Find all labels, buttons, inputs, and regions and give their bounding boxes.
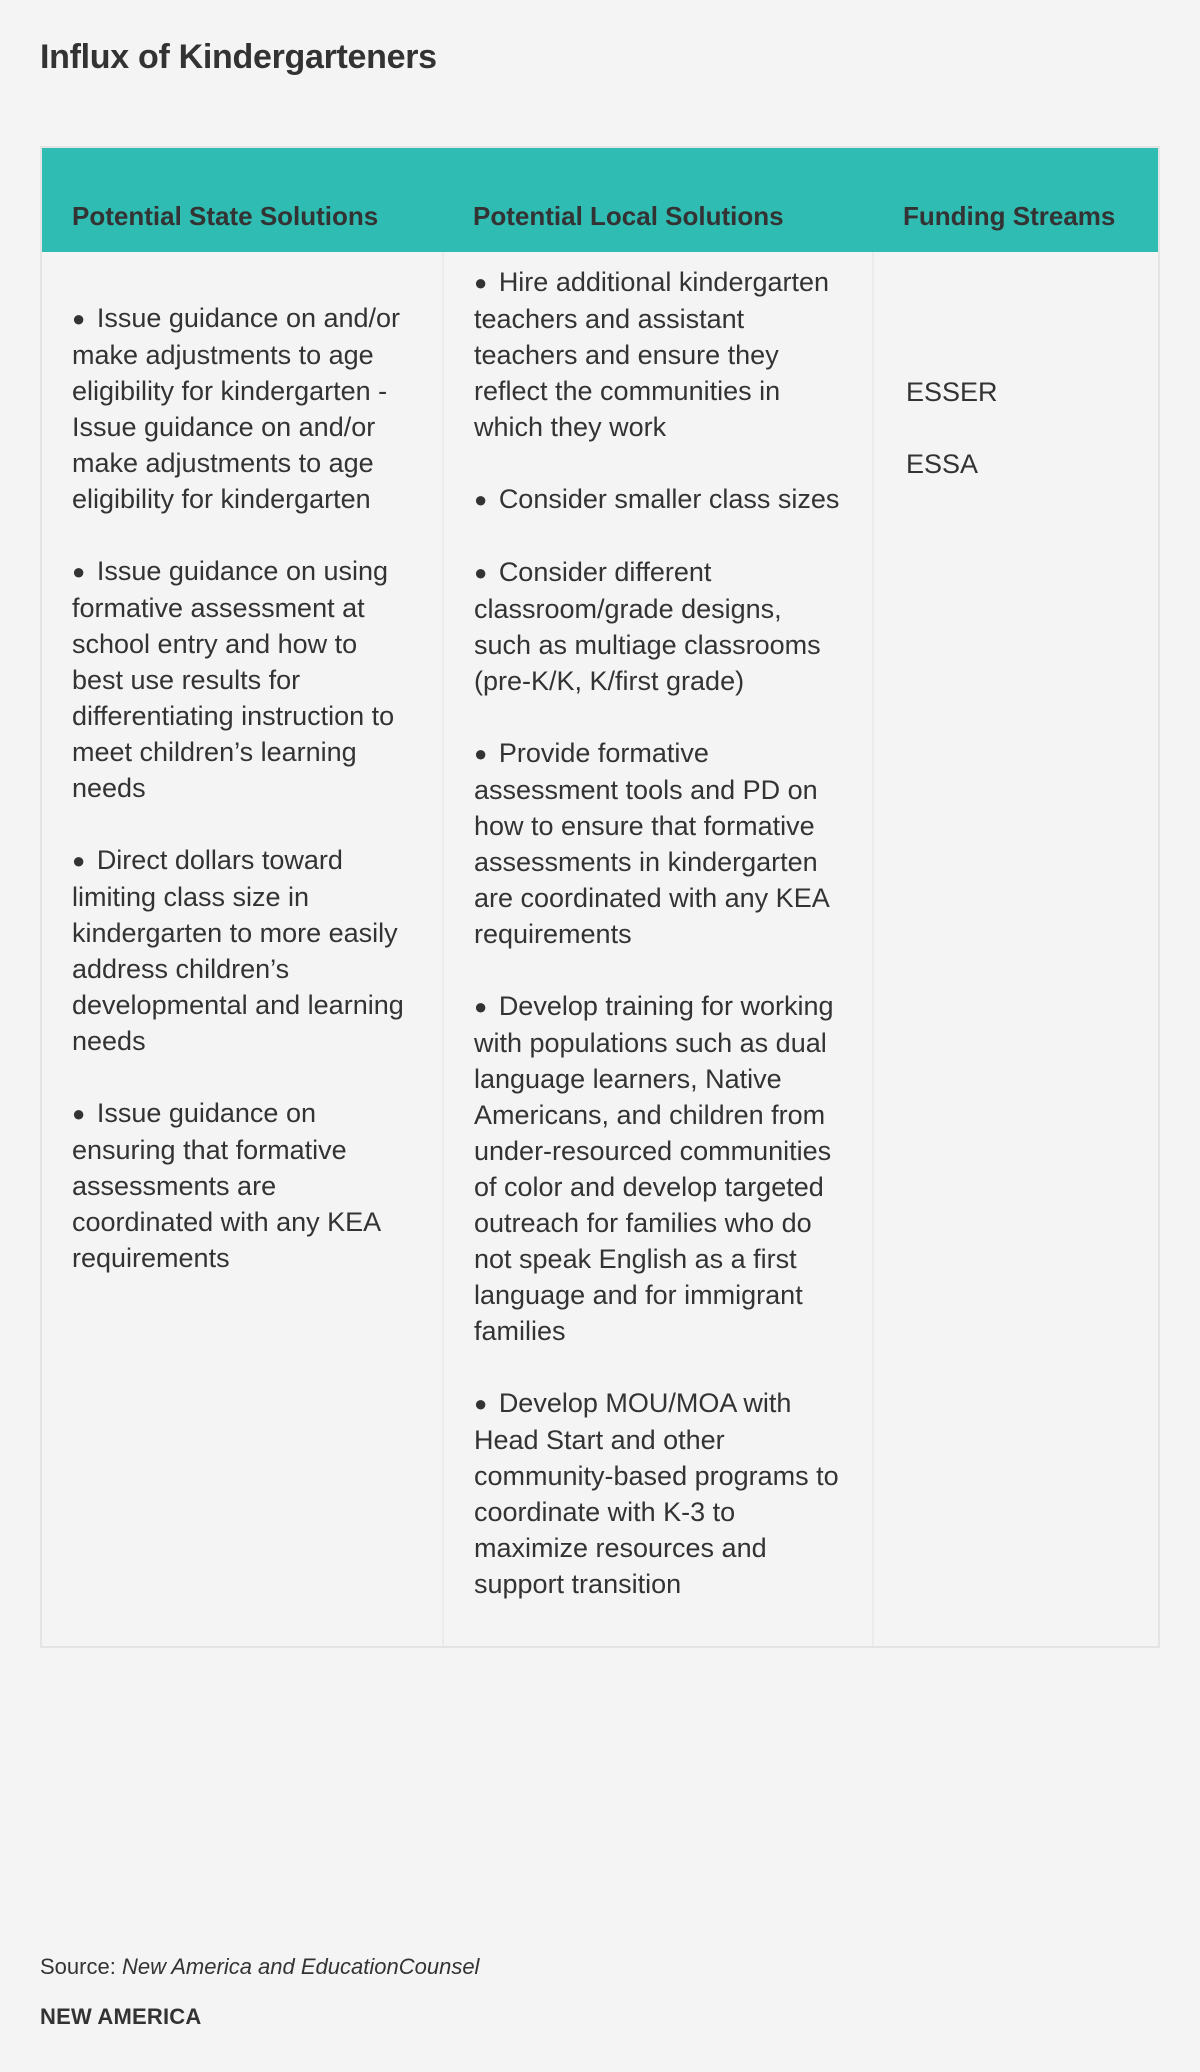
solutions-table	[40, 146, 1160, 1648]
local-solutions-cell	[443, 252, 873, 1646]
table-header-row	[42, 148, 1158, 252]
list-item-text: Develop MOU/MOA with Head Start and other community-based programs to coordinate with K-3 to maximize resources and support transition	[474, 1388, 839, 1599]
state-solutions-cell	[42, 252, 443, 1646]
list-item	[72, 842, 412, 1059]
list-item-text: Develop training for working with populations such as dual language learners, Native Americans, and children from under-resourced communities of color and develop targeted outreach for families who do not speak English as a first language and for immigrant families	[474, 991, 834, 1346]
list-item	[474, 264, 842, 445]
header-funding-streams: Funding Streams	[873, 148, 1158, 252]
bullet-icon: ●	[474, 994, 488, 1019]
bullet-icon: ●	[72, 848, 86, 873]
list-item-text: Hire additional kindergarten teachers and assistant teachers and ensure they reflect the communities in which they work	[474, 267, 830, 442]
bullet-icon: ●	[474, 487, 488, 512]
bullet-icon: ●	[474, 1391, 488, 1416]
list-item	[72, 300, 412, 517]
list-item-text: Direct dollars toward limiting class size in kindergarten to more easily address children’s developmental and learning needs	[72, 845, 404, 1056]
list-item-text: Issue guidance on using formative assessment at school entry and how to best use results for differentiating instruction to meet children’s learning needs	[72, 556, 395, 803]
bullet-icon: ●	[474, 741, 488, 766]
list-item	[474, 1385, 842, 1602]
bullet-icon: ●	[72, 1101, 86, 1126]
brand-logo-text: NEW AMERICA	[40, 2004, 202, 2029]
funding-streams-cell	[873, 252, 1158, 1646]
list-item-text: Issue guidance on and/or make adjustments to age eligibility for kindergarten - Issue guidance on and/or make adjustments to age eligibility for kindergarten	[72, 303, 401, 514]
bullet-icon: ●	[474, 270, 488, 295]
list-item-text: Provide formative assessment tools and PD on how to ensure that formative assessments in kindergarten are coordinated with any KEA requirements	[474, 738, 829, 949]
source-note	[40, 1954, 479, 1980]
bullet-icon: ●	[72, 559, 86, 584]
list-item-text: Issue guidance on ensuring that formative assessments are coordinated with any KEA requirements	[72, 1098, 380, 1273]
funding-stream-esser: ESSER	[906, 377, 998, 407]
table-row	[42, 252, 1158, 1646]
list-item	[72, 1095, 412, 1276]
list-item-text: Consider different classroom/grade designs, such as multiage classrooms (pre-K/K, K/first grade)	[474, 557, 821, 696]
bullet-icon: ●	[474, 560, 488, 585]
list-item	[72, 553, 412, 806]
header-state-solutions: Potential State Solutions	[42, 148, 443, 252]
header-local-solutions: Potential Local Solutions	[443, 148, 873, 252]
list-item	[474, 988, 842, 1349]
list-item-text: Consider smaller class sizes	[498, 484, 840, 514]
list-item	[474, 481, 842, 518]
list-item	[474, 735, 842, 952]
source-label: Source:	[40, 1954, 116, 1979]
list-item	[474, 554, 842, 699]
bullet-icon: ●	[72, 306, 86, 331]
funding-stream-essa: ESSA	[906, 449, 979, 479]
source-text: New America and EducationCounsel	[121, 1954, 480, 1979]
page-title: Influx of Kindergarteners	[40, 38, 437, 76]
